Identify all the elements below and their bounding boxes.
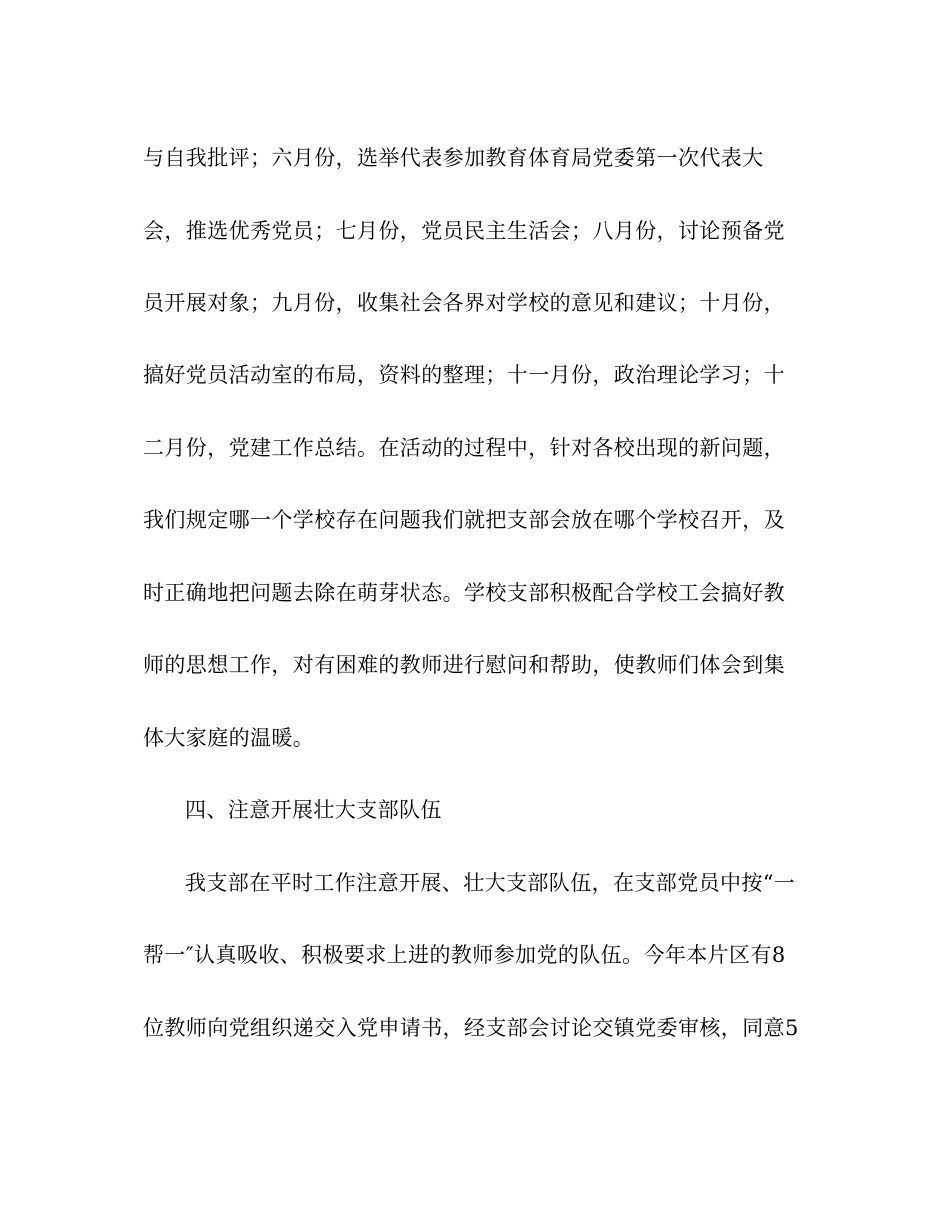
paragraph2-line-2: 帮一″认真吸收、积极要求上进的教师参加党的队伍。今年本片区有8: [143, 943, 786, 967]
paragraph-line-5: 二月份，党建工作总结。在活动的过程中，针对各校出现的新问题，: [143, 436, 785, 460]
paragraph-line-2: 会，推选优秀党员；七月份，党员民主生活会；八月份，讨论预备党: [143, 219, 785, 243]
paragraph-line-8: 师的思想工作，对有困难的教师进行慰问和帮助，使教师们体会到集: [143, 653, 785, 677]
section-heading: 四、注意开展壮大支部队伍: [185, 798, 442, 822]
paragraph-line-1: 与自我批评；六月份，选举代表参加教育体育局党委第一次代表大: [143, 146, 764, 170]
paragraph-line-4: 搞好党员活动室的布局，资料的整理；十一月份，政治理论学习；十: [143, 363, 785, 387]
paragraph-line-9: 体大家庭的温暖。: [143, 726, 315, 750]
paragraph-line-6: 我们规定哪一个学校存在问题我们就把支部会放在哪个学校召开，及: [143, 508, 785, 532]
paragraph-line-7: 时正确地把问题去除在萌芽状态。学校支部积极配合学校工会搞好教: [143, 581, 785, 605]
paragraph2-line-3: 位教师向党组织递交入党申请书，经支部会讨论交镇党委审核，同意5: [143, 1016, 799, 1040]
paragraph2-line-1: 我支部在平时工作注意开展、壮大支部队伍，在支部党员中按“一: [185, 871, 796, 895]
paragraph-line-3: 员开展对象；九月份，收集社会各界对学校的意见和建议；十月份，: [143, 291, 785, 315]
